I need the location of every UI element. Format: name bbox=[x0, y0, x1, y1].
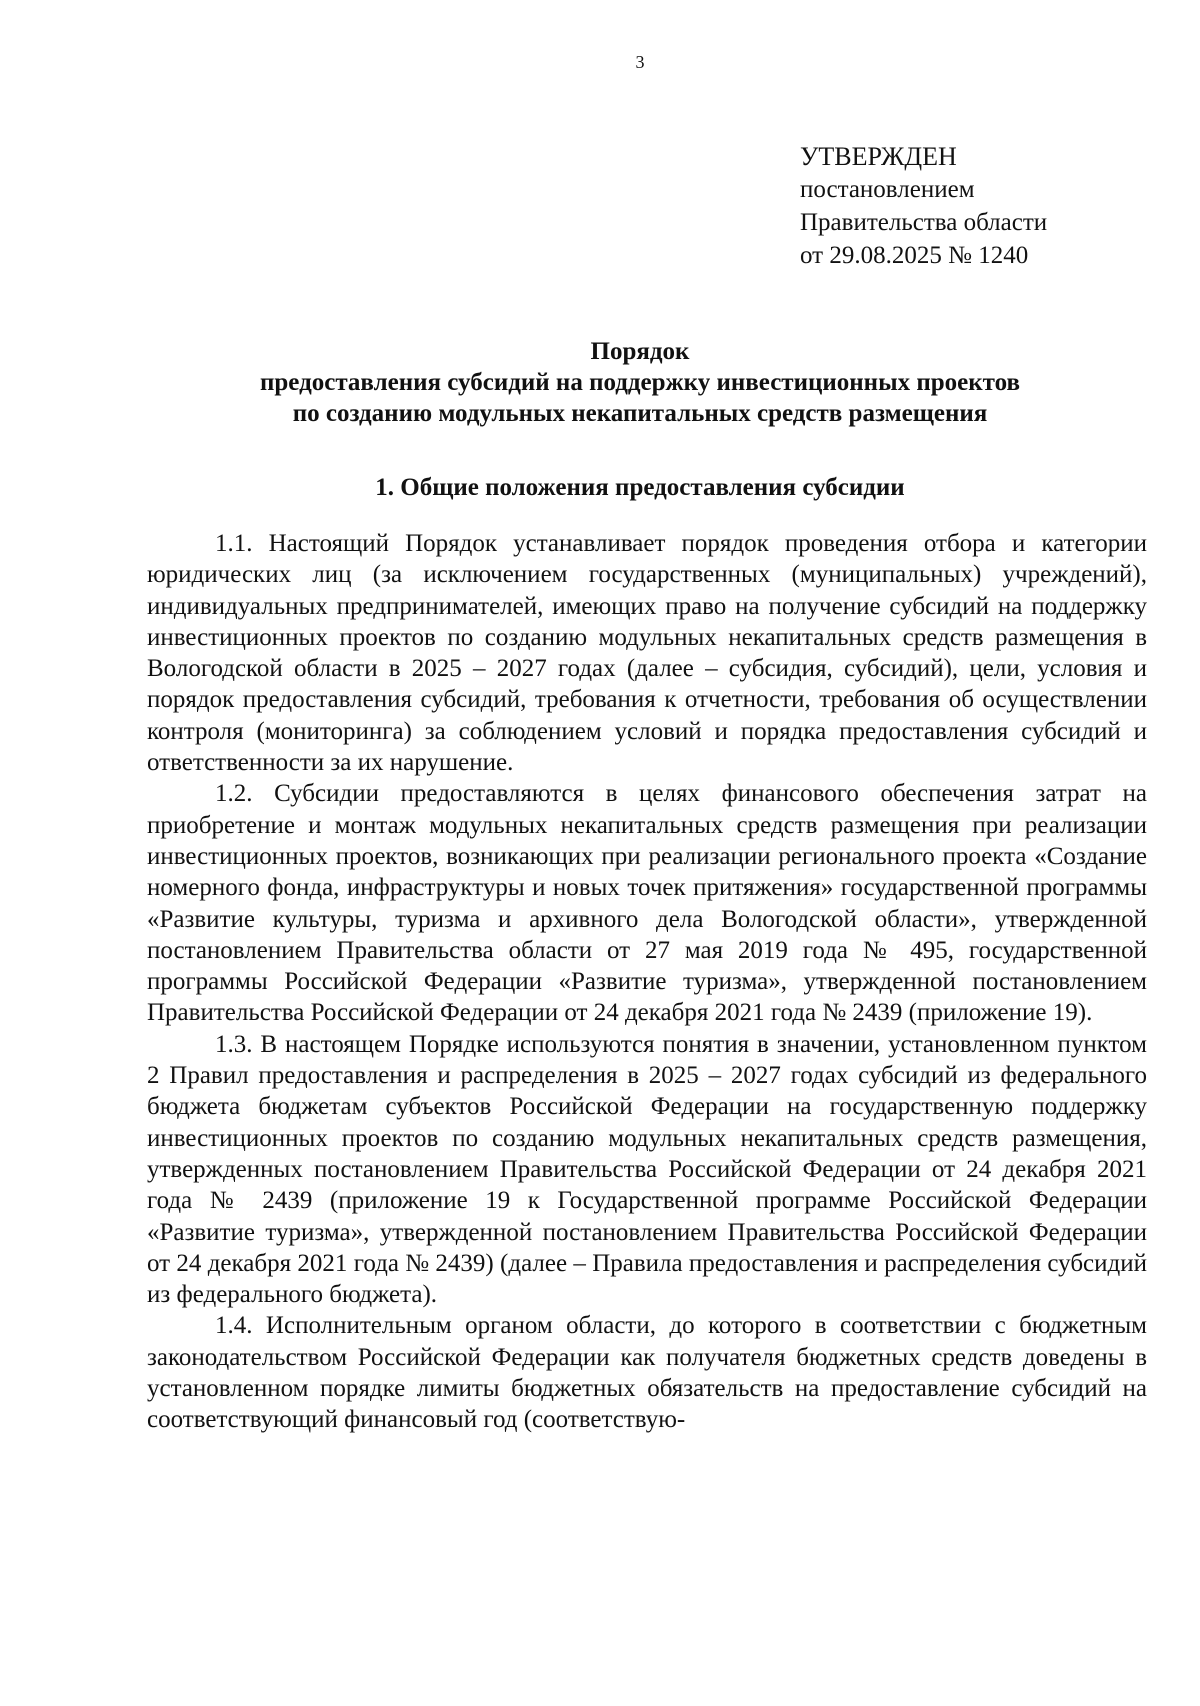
page-number: 3 bbox=[635, 52, 645, 72]
approval-title: УТВЕРЖДЕН bbox=[800, 142, 957, 171]
document-title bbox=[120, 336, 1160, 429]
approval-line: Правительства области bbox=[800, 209, 1048, 236]
body-text bbox=[147, 528, 1147, 1436]
approval-line: постановлением bbox=[800, 176, 975, 203]
paragraph-1-4: 1.4. Исполнительным органом области, до которого в соответствии с бюджетным законодательством Российской Федерации как получателя бюджетных средств доведены в установленном порядке лимиты бюджетных обязательств на предоставление субсидий на соответствующий финансовый год (соответствую- bbox=[147, 1312, 1147, 1434]
title-line: по созданию модульных некапитальных средств размещения bbox=[292, 400, 988, 427]
paragraph-1-3: 1.3. В настоящем Порядке используются понятия в значении, установленном пунктом 2 Правил предоставления и распределения в 2025 – 2027 годах субсидий из федерального бюджета бюджетам субъектов Российской Федерации на государственную поддержку инвестиционных проектов по созданию модульных некапитальных средств размещения, утвержденных постановлением Правительства Российской Федерации от 24 декабря 2021 года № 2439 (приложение 19 к Государственной программе Российской Федерации «Развитие туризма», утвержденной постановлением Правительства Российской Федерации от 24 декабря 2021 года № 2439) (далее – Правила предоставления и распределения субсидий из федерального бюджета). bbox=[147, 1030, 1147, 1309]
approval-stamp bbox=[800, 140, 1047, 272]
title-line: предоставления субсидий на поддержку инвестиционных проектов bbox=[260, 369, 1020, 396]
approval-date-number: от 29.08.2025 № 1240 bbox=[800, 242, 1029, 269]
paragraph-1-1: 1.1. Настоящий Порядок устанавливает порядок проведения отбора и категории юридических лиц (за исключением государственных (муниципальных) учреждений), индивидуальных предпринимателей, имеющих право на получение субсидий на поддержку инвестиционных проектов по созданию модульных некапитальных средств размещения в Вологодской области в 2025 – 2027 годах (далее – субсидия, субсидий), цели, условия и порядок предоставления субсидий, требования к отчетности, требования об осуществлении контроля (мониторинга) за соблюдением условий и порядка предоставления субсидий и ответственности за их нарушение. bbox=[147, 530, 1147, 777]
title-line: Порядок bbox=[590, 338, 690, 365]
paragraph-1-2: 1.2. Субсидии предоставляются в целях финансового обеспечения затрат на приобретение и монтаж модульных некапитальных средств размещения при реализации инвестиционных проектов, возникающих при реализации регионального проекта «Создание номерного фонда, инфраструктуры и новых точек притяжения» государственной программы «Развитие культуры, туризма и архивного дела Вологодской области», утвержденной постановлением Правительства области от 27 мая 2019 года № 495, государственной программы Российской Федерации «Развитие туризма», утвержденной постановлением Правительства Российской Федерации от 24 декабря 2021 года № 2439 (приложение 19). bbox=[147, 780, 1147, 1027]
section-heading: 1. Общие положения предоставления субсидии bbox=[375, 474, 905, 501]
